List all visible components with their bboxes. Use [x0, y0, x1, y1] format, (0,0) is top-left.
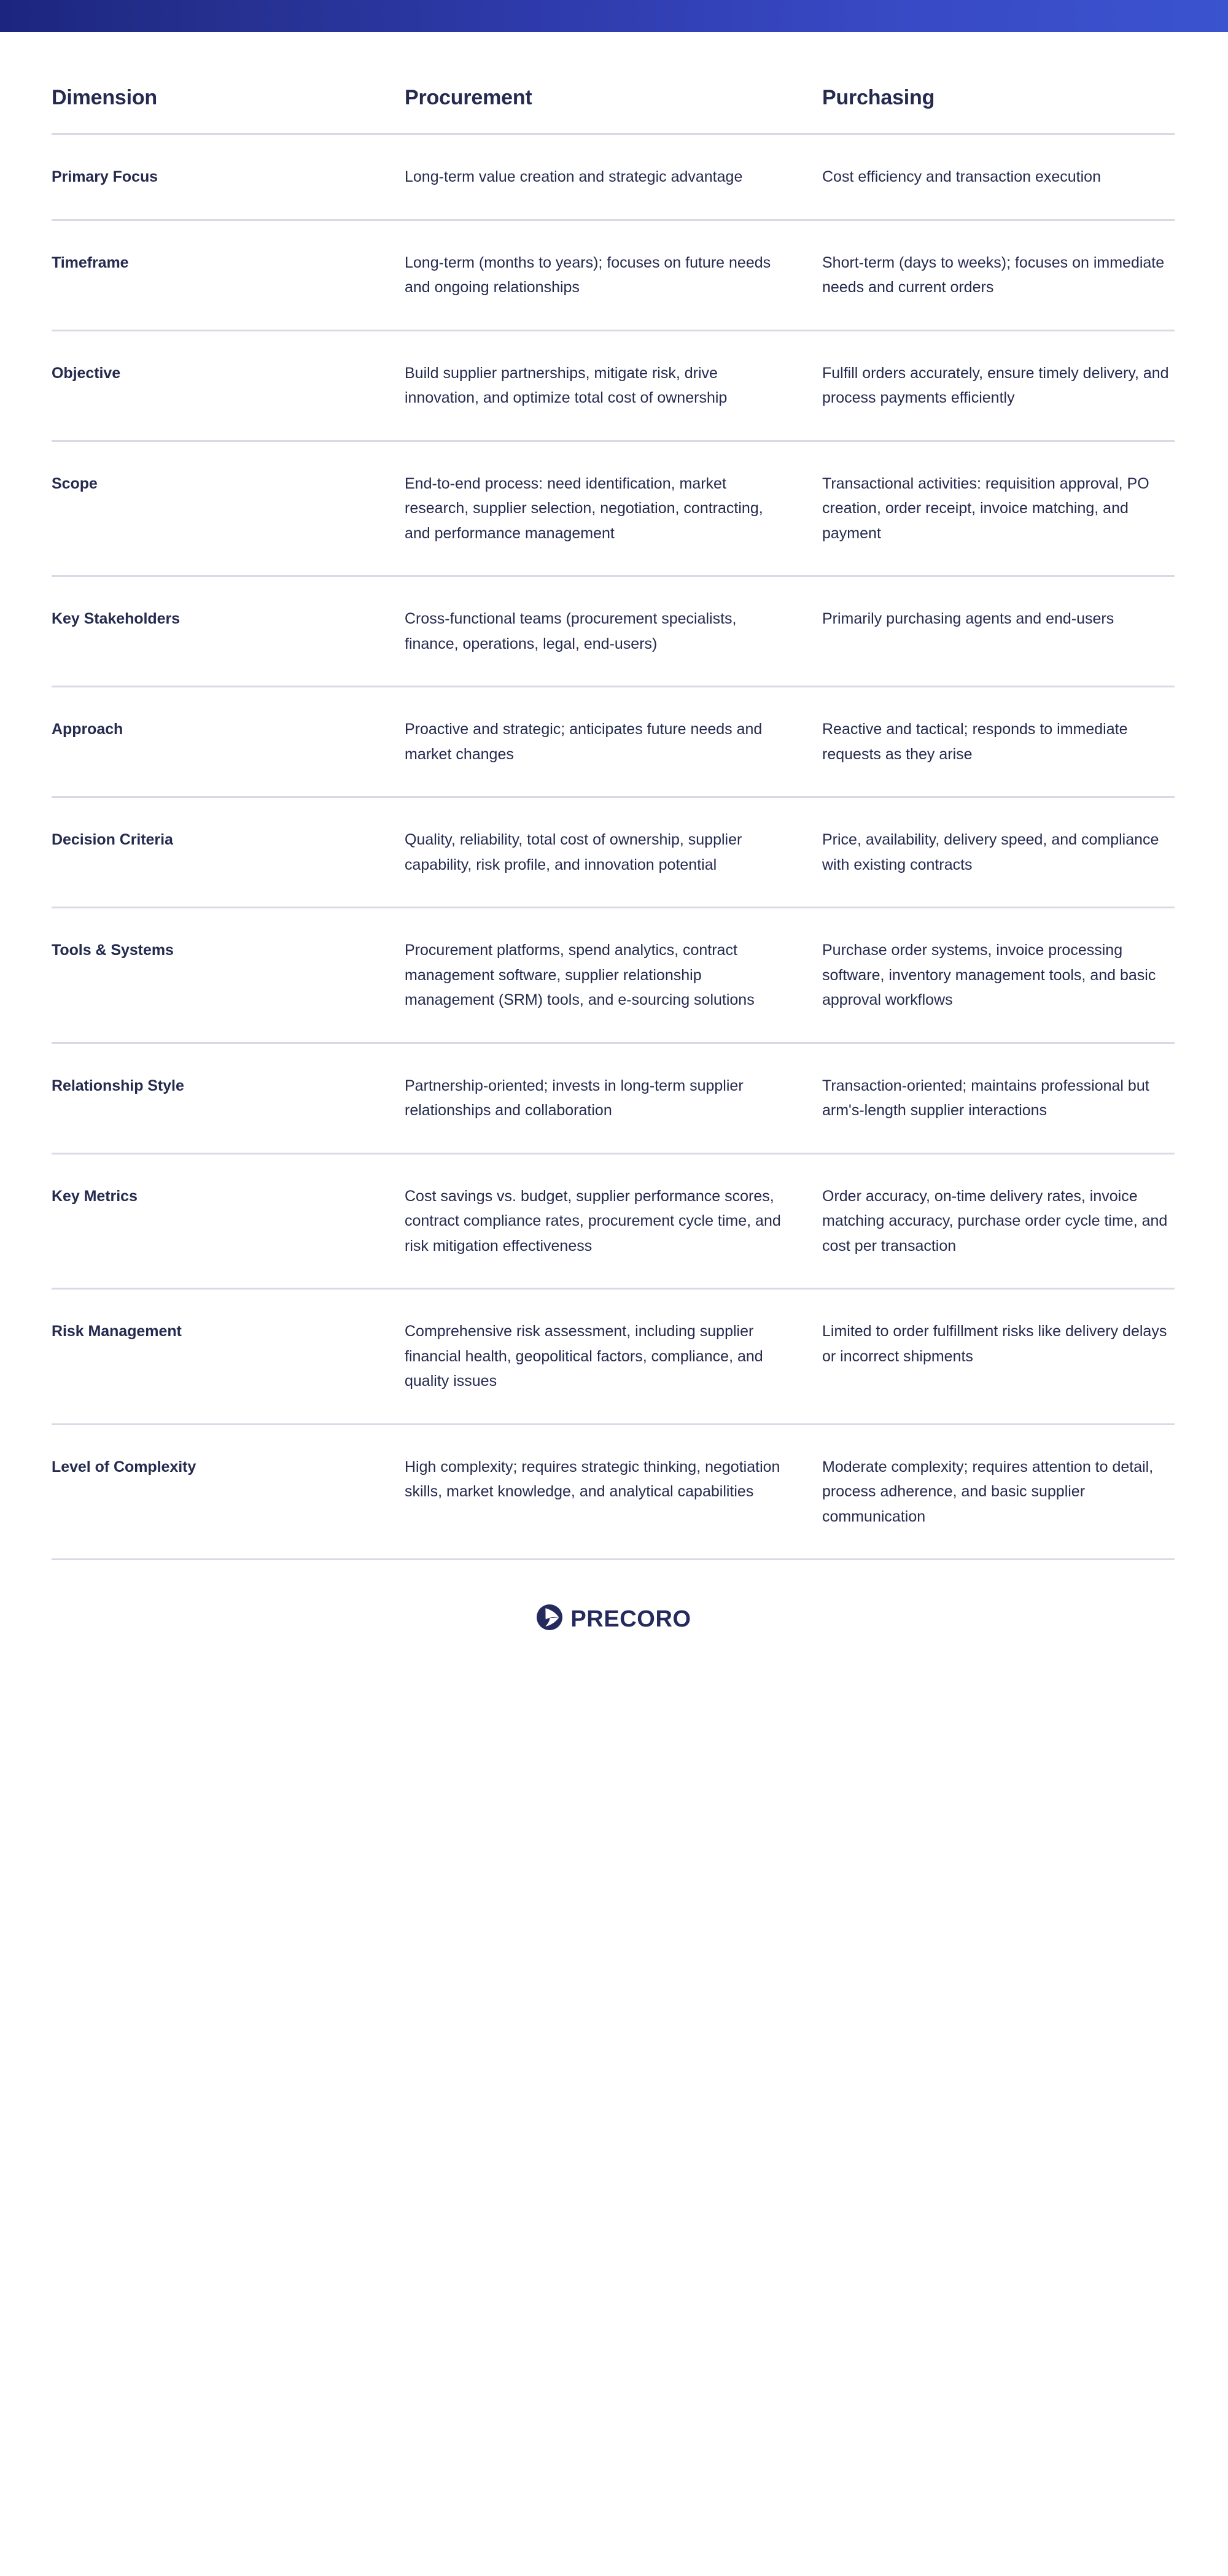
cell-purchasing: Transactional activities: requisition approval, PO creation, order receipt, invoice matching, and payment	[822, 441, 1175, 576]
table-row	[52, 687, 1175, 797]
cell-dimension: Decision Criteria	[52, 797, 405, 908]
cell-purchasing: Cost efficiency and transaction execution	[822, 134, 1175, 220]
cell-dimension: Timeframe	[52, 220, 405, 330]
table-row	[52, 908, 1175, 1043]
cell-dimension: Relationship Style	[52, 1043, 405, 1153]
table-row	[52, 330, 1175, 441]
table-header-row	[52, 32, 1175, 134]
cell-purchasing: Price, availability, delivery speed, and compliance with existing contracts	[822, 797, 1175, 908]
table-row	[52, 220, 1175, 330]
cell-dimension: Risk Management	[52, 1289, 405, 1425]
cell-dimension: Tools & Systems	[52, 908, 405, 1043]
cell-procurement: High complexity; requires strategic thinking, negotiation skills, market knowledge, and analytical capabilities	[405, 1424, 822, 1560]
table-header	[52, 32, 1175, 134]
cell-purchasing: Purchase order systems, invoice processing software, inventory management tools, and basic approval workflows	[822, 908, 1175, 1043]
table-row	[52, 1424, 1175, 1560]
precoro-logo	[537, 1604, 691, 1633]
cell-purchasing: Primarily purchasing agents and end-users	[822, 576, 1175, 687]
table-body	[52, 134, 1175, 1560]
cell-procurement: Long-term (months to years); focuses on future needs and ongoing relationships	[405, 220, 822, 330]
cell-procurement: Cost savings vs. budget, supplier performance scores, contract compliance rates, procurement cycle time, and risk mitigation effectiveness	[405, 1153, 822, 1289]
cell-dimension: Approach	[52, 687, 405, 797]
cell-procurement: Procurement platforms, spend analytics, contract management software, supplier relationship management (SRM) tools, and e-sourcing solutions	[405, 908, 822, 1043]
table-row	[52, 1043, 1175, 1153]
cell-purchasing: Reactive and tactical; responds to immediate requests as they arise	[822, 687, 1175, 797]
precoro-wordmark: PRECORO	[570, 1606, 691, 1632]
footer	[52, 1560, 1176, 1707]
cell-dimension: Key Stakeholders	[52, 576, 405, 687]
top-gradient-bar	[0, 0, 1228, 32]
cell-purchasing: Transaction-oriented; maintains professional but arm's-length supplier interactions	[822, 1043, 1175, 1153]
cell-procurement: Proactive and strategic; anticipates future needs and market changes	[405, 687, 822, 797]
table-row	[52, 441, 1175, 576]
table-row	[52, 797, 1175, 908]
table-row	[52, 1153, 1175, 1289]
cell-purchasing: Short-term (days to weeks); focuses on immediate needs and current orders	[822, 220, 1175, 330]
cell-procurement: End-to-end process: need identification, market research, supplier selection, negotiation, contracting, and performance management	[405, 441, 822, 576]
column-header-procurement: Procurement	[405, 32, 822, 134]
cell-purchasing: Moderate complexity; requires attention to detail, process adherence, and basic supplier communication	[822, 1424, 1175, 1560]
precoro-pinwheel-icon	[537, 1604, 562, 1633]
table-row	[52, 1289, 1175, 1425]
column-header-purchasing: Purchasing	[822, 32, 1175, 134]
cell-procurement: Partnership-oriented; invests in long-term supplier relationships and collaboration	[405, 1043, 822, 1153]
cell-purchasing: Limited to order fulfillment risks like delivery delays or incorrect shipments	[822, 1289, 1175, 1425]
cell-procurement: Build supplier partnerships, mitigate risk, drive innovation, and optimize total cost of ownership	[405, 330, 822, 441]
cell-purchasing: Order accuracy, on-time delivery rates, invoice matching accuracy, purchase order cycle time, and cost per transaction	[822, 1153, 1175, 1289]
table-row	[52, 576, 1175, 687]
cell-purchasing: Fulfill orders accurately, ensure timely delivery, and process payments efficiently	[822, 330, 1175, 441]
comparison-table	[52, 32, 1175, 1560]
cell-procurement: Quality, reliability, total cost of ownership, supplier capability, risk profile, and innovation potential	[405, 797, 822, 908]
cell-dimension: Level of Complexity	[52, 1424, 405, 1560]
cell-procurement: Cross-functional teams (procurement specialists, finance, operations, legal, end-users)	[405, 576, 822, 687]
table-row	[52, 134, 1175, 220]
cell-procurement: Long-term value creation and strategic advantage	[405, 134, 822, 220]
comparison-card	[0, 32, 1228, 1707]
cell-dimension: Key Metrics	[52, 1153, 405, 1289]
cell-dimension: Objective	[52, 330, 405, 441]
cell-procurement: Comprehensive risk assessment, including supplier financial health, geopolitical factors, compliance, and quality issues	[405, 1289, 822, 1425]
cell-dimension: Primary Focus	[52, 134, 405, 220]
column-header-dimension: Dimension	[52, 32, 405, 134]
cell-dimension: Scope	[52, 441, 405, 576]
